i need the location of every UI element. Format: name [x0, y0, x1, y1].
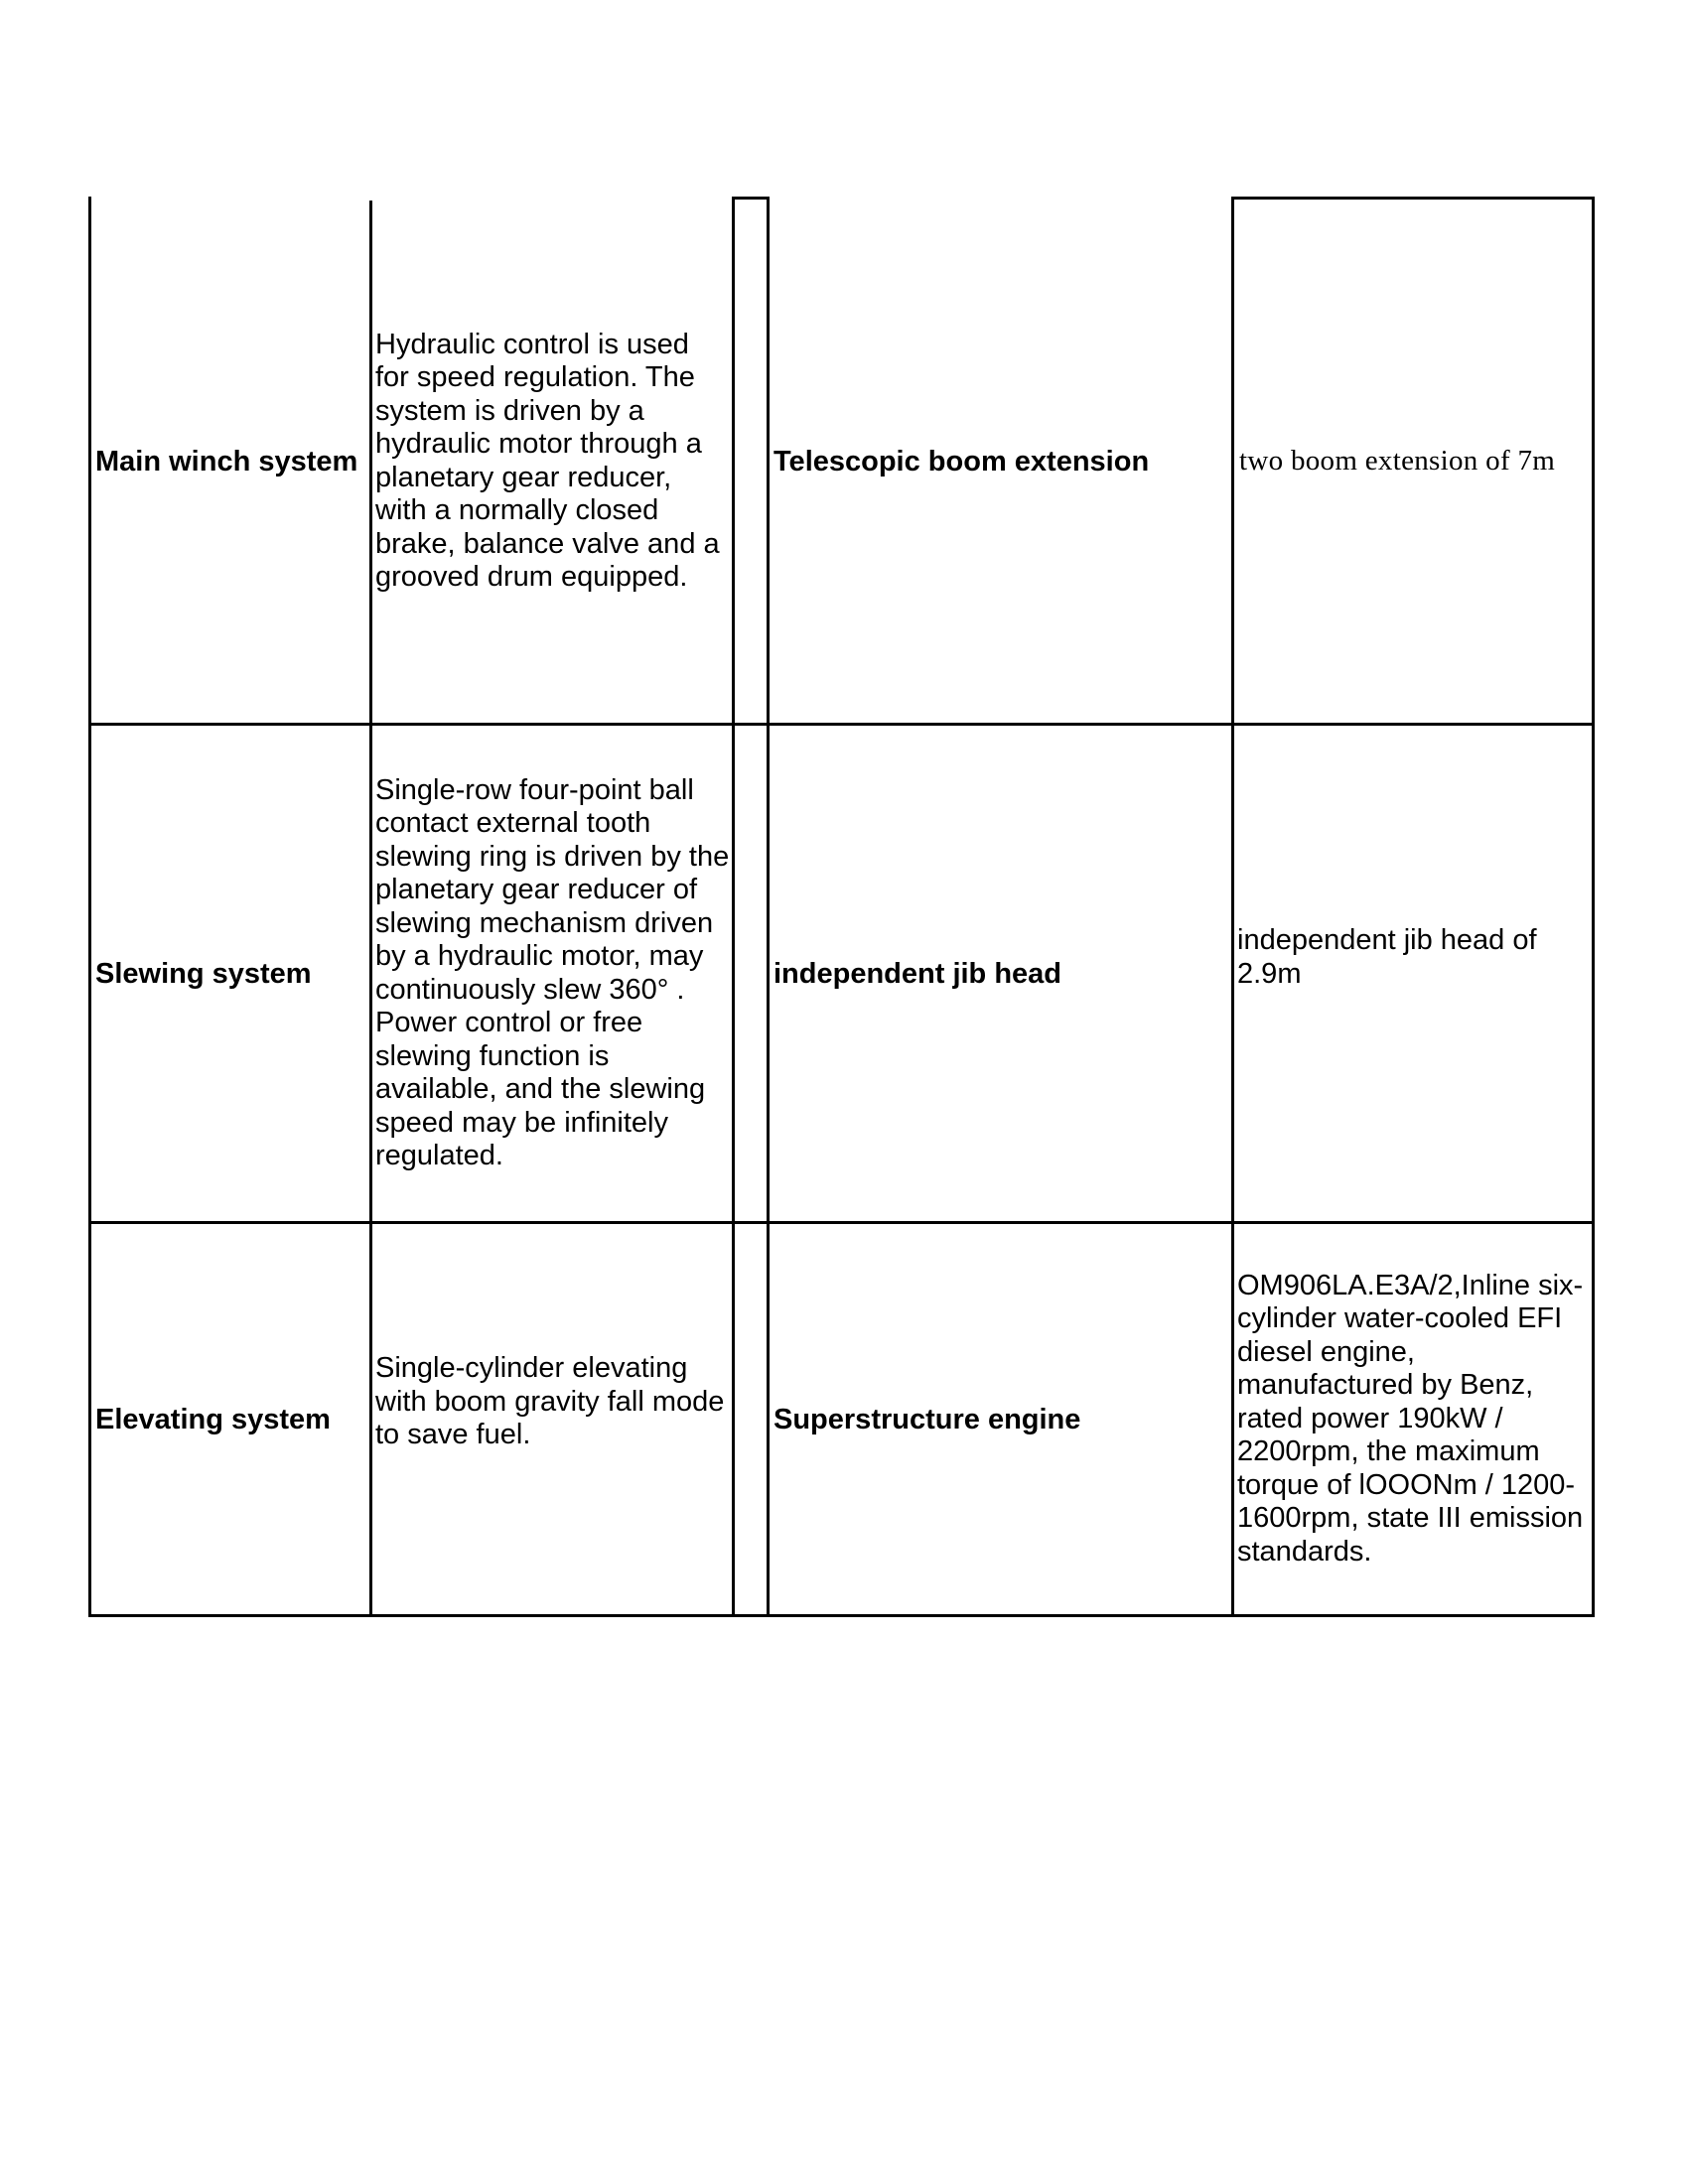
row-2-left-description: Single-row four-point ball contact external tooth slewing ring is driven by the planetary gear reducer of slewing mechanism driven by a hydraulic motor, may continuously slew 360° . Power control or free slewing function is available, and the slewing speed may be infinitely regulated. — [375, 773, 730, 1171]
grid-line — [732, 197, 767, 200]
row-3-left-description: Single-cylinder elevating with boom gravity fall mode to save fuel. — [375, 1352, 725, 1451]
row-2-left-label: Slewing system — [95, 957, 312, 990]
row-1-left-label: Main winch system — [95, 445, 358, 478]
row-1-left-description: Hydraulic control is used for speed regulation. The system is driven by a hydraulic motor through a planetary gear reducer, with a normally closed brake, balance valve and a grooved drum equipped. — [375, 328, 720, 593]
row-3-right-label: Superstructure engine — [774, 1403, 1081, 1435]
spec-table — [88, 197, 1594, 1617]
grid-line — [88, 1614, 1595, 1617]
row-2-right-description: independent jib head of 2.9m — [1237, 924, 1537, 990]
grid-line — [732, 197, 735, 1617]
grid-line — [1592, 197, 1595, 1617]
row-1-right-description: two boom extension of 7m — [1239, 444, 1556, 477]
row-3-left-label: Elevating system — [95, 1403, 331, 1435]
row-3-right-description: OM906LA.E3A/2,Inline six-cylinder water-cooled EFI diesel engine, manufactured by Benz, rated power 190kW / 2200rpm, the maximum torque of lOOONm / 1200-1600rpm, state III emission standards. — [1237, 1269, 1584, 1568]
row-2-right-label: independent jib head — [774, 957, 1062, 990]
row-1-right-label: Telescopic boom extension — [774, 445, 1150, 478]
